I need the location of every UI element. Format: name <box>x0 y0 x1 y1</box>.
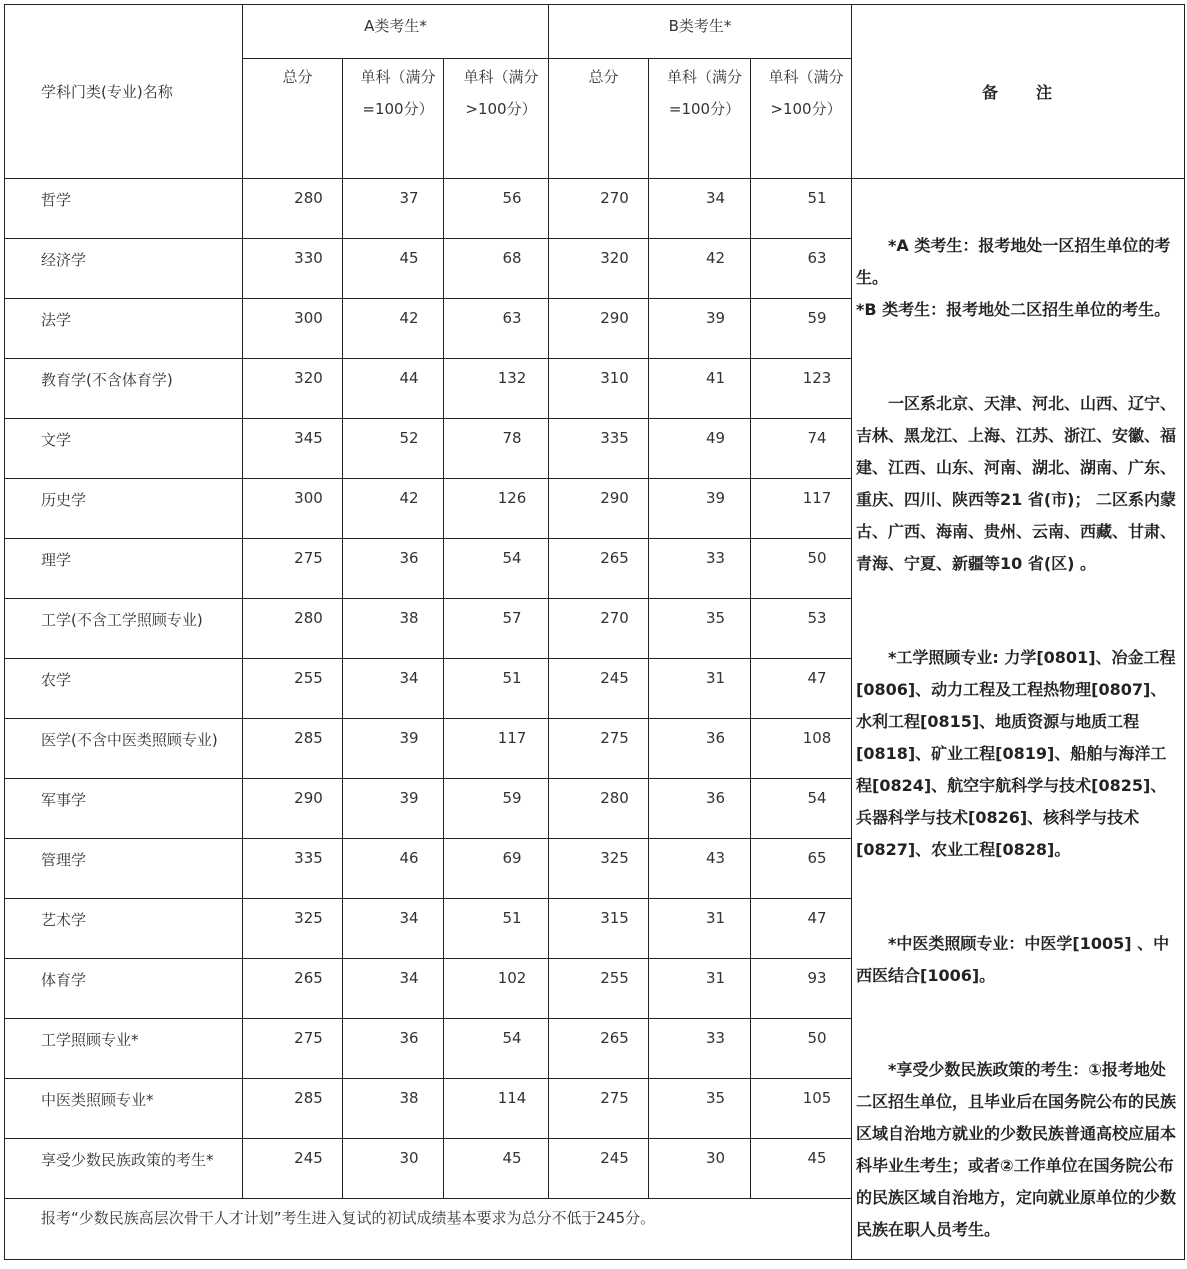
score-cell: 290 <box>243 779 343 839</box>
score-cell: 47 <box>751 899 852 959</box>
score-cell: 34 <box>649 179 751 239</box>
score-cell: 290 <box>549 479 649 539</box>
subject-name: 历史学 <box>5 479 243 539</box>
score-cell: 50 <box>751 1019 852 1079</box>
score-cell: 74 <box>751 419 852 479</box>
header-sub-col: 总分 <box>549 59 649 179</box>
score-cell: 300 <box>243 299 343 359</box>
score-cell: 34 <box>343 959 444 1019</box>
score-cell: 102 <box>444 959 549 1019</box>
score-cell: 117 <box>444 719 549 779</box>
score-cell: 30 <box>649 1139 751 1199</box>
score-cell: 39 <box>649 479 751 539</box>
subject-name: 教育学(不含体育学) <box>5 359 243 419</box>
score-cell: 33 <box>649 1019 751 1079</box>
score-table <box>4 4 1185 1260</box>
score-cell: 34 <box>343 659 444 719</box>
header-sub-col: 单科（满分 >100分） <box>444 59 549 179</box>
score-cell: 56 <box>444 179 549 239</box>
score-cell: 320 <box>243 359 343 419</box>
score-cell: 37 <box>343 179 444 239</box>
score-cell: 45 <box>444 1139 549 1199</box>
score-cell: 31 <box>649 659 751 719</box>
score-cell: 280 <box>243 179 343 239</box>
score-cell: 59 <box>444 779 549 839</box>
score-cell: 325 <box>243 899 343 959</box>
score-cell: 39 <box>343 719 444 779</box>
score-cell: 335 <box>243 839 343 899</box>
score-cell: 265 <box>243 959 343 1019</box>
score-cell: 30 <box>343 1139 444 1199</box>
score-cell: 270 <box>549 179 649 239</box>
remarks-cell <box>852 179 1185 1260</box>
score-cell: 275 <box>243 1019 343 1079</box>
score-cell: 31 <box>649 899 751 959</box>
subject-name: 工学(不含工学照顾专业) <box>5 599 243 659</box>
header-name-col: 学科门类(专业)名称 <box>5 5 243 179</box>
score-cell: 57 <box>444 599 549 659</box>
score-cell: 54 <box>751 779 852 839</box>
subject-name: 理学 <box>5 539 243 599</box>
score-cell: 39 <box>343 779 444 839</box>
subject-name: 管理学 <box>5 839 243 899</box>
remark-zones: 一区系北京、天津、河北、山西、辽宁、吉林、黑龙江、上海、江苏、浙江、安徽、福建、江西、山东、河南、湖北、湖南、广东、重庆、四川、陕西等21 省(市)； 二区系内蒙古、广西、海南、贵州、云南、西藏、甘肃、青海、宁夏、新疆等10 省(区) 。 <box>856 394 1177 573</box>
score-cell: 41 <box>649 359 751 419</box>
score-cell: 63 <box>751 239 852 299</box>
score-cell: 320 <box>549 239 649 299</box>
score-cell: 50 <box>751 539 852 599</box>
score-cell: 63 <box>444 299 549 359</box>
score-cell: 275 <box>243 539 343 599</box>
score-cell: 275 <box>549 1079 649 1139</box>
header-group-b: B类考生* <box>549 5 852 59</box>
score-cell: 114 <box>444 1079 549 1139</box>
score-cell: 42 <box>343 299 444 359</box>
score-cell: 51 <box>751 179 852 239</box>
header-group-a: A类考生* <box>243 5 549 59</box>
score-cell: 290 <box>549 299 649 359</box>
footer-note: 报考“少数民族高层次骨干人才计划”考生进入复试的初试成绩基本要求为总分不低于245分。 <box>5 1199 852 1260</box>
score-cell: 47 <box>751 659 852 719</box>
score-cell: 34 <box>343 899 444 959</box>
score-cell: 117 <box>751 479 852 539</box>
score-cell: 39 <box>649 299 751 359</box>
subject-name: 法学 <box>5 299 243 359</box>
score-cell: 315 <box>549 899 649 959</box>
score-cell: 44 <box>343 359 444 419</box>
score-cell: 280 <box>243 599 343 659</box>
header-sub-col: 单科（满分=100分） <box>649 59 751 179</box>
score-cell: 35 <box>649 599 751 659</box>
score-cell: 46 <box>343 839 444 899</box>
score-cell: 33 <box>649 539 751 599</box>
score-cell: 36 <box>343 539 444 599</box>
score-cell: 65 <box>751 839 852 899</box>
score-cell: 105 <box>751 1079 852 1139</box>
score-cell: 31 <box>649 959 751 1019</box>
score-cell: 69 <box>444 839 549 899</box>
header-sub-col: 单科（满分 >100分） <box>751 59 852 179</box>
score-cell: 36 <box>649 719 751 779</box>
subject-name: 哲学 <box>5 179 243 239</box>
score-cell: 42 <box>343 479 444 539</box>
score-cell: 330 <box>243 239 343 299</box>
score-cell: 126 <box>444 479 549 539</box>
score-cell: 36 <box>343 1019 444 1079</box>
subject-name: 医学(不含中医类照顾专业) <box>5 719 243 779</box>
score-cell: 45 <box>751 1139 852 1199</box>
subject-name: 农学 <box>5 659 243 719</box>
remark-tcm: *中医类照顾专业：中医学[1005] 、中西医结合[1006]。 <box>856 934 1170 985</box>
subject-name: 军事学 <box>5 779 243 839</box>
score-cell: 255 <box>549 959 649 1019</box>
score-cell: 51 <box>444 659 549 719</box>
score-cell: 123 <box>751 359 852 419</box>
score-cell: 245 <box>243 1139 343 1199</box>
header-remarks: 备 注 <box>852 5 1185 179</box>
remark-minority: *享受少数民族政策的考生：①报考地处二区招生单位，且毕业后在国务院公布的民族区域自治地方就业的少数民族普通高校应届本科毕业生考生；或者②工作单位在国务院公布的民族区域自治地方，定向就业原单位的少数民族在职人员考生。 <box>856 1060 1177 1239</box>
score-cell: 285 <box>243 1079 343 1139</box>
subject-name: 艺术学 <box>5 899 243 959</box>
score-cell: 68 <box>444 239 549 299</box>
score-cell: 45 <box>343 239 444 299</box>
remark-engineering: *工学照顾专业: 力学[0801]、冶金工程[0806]、动力工程及工程热物理[0807]、水利工程[0815]、地质资源与地质工程[0818]、矿业工程[0819]、船舶与海洋工程[0824]、航空宇航科学与技术[0825]、兵器科学与技术[0826]、核科学与技术[0827]、农业工程[0828]。 <box>856 648 1176 859</box>
score-cell: 265 <box>549 539 649 599</box>
score-cell: 38 <box>343 599 444 659</box>
header-sub-col: 单科（满分=100分） <box>343 59 444 179</box>
table-row <box>5 179 1185 239</box>
subject-name: 文学 <box>5 419 243 479</box>
subject-name: 工学照顾专业* <box>5 1019 243 1079</box>
subject-name: 享受少数民族政策的考生* <box>5 1139 243 1199</box>
remark-b-type: *B 类考生：报考地处二区招生单位的考生。 <box>856 300 1171 319</box>
subject-name: 中医类照顾专业* <box>5 1079 243 1139</box>
score-cell: 54 <box>444 539 549 599</box>
score-cell: 275 <box>549 719 649 779</box>
subject-name: 经济学 <box>5 239 243 299</box>
score-cell: 265 <box>549 1019 649 1079</box>
score-cell: 270 <box>549 599 649 659</box>
subject-name: 体育学 <box>5 959 243 1019</box>
header-sub-col: 总分 <box>243 59 343 179</box>
score-cell: 280 <box>549 779 649 839</box>
score-cell: 51 <box>444 899 549 959</box>
score-cell: 43 <box>649 839 751 899</box>
score-cell: 42 <box>649 239 751 299</box>
score-cell: 285 <box>243 719 343 779</box>
score-cell: 53 <box>751 599 852 659</box>
score-cell: 310 <box>549 359 649 419</box>
score-cell: 132 <box>444 359 549 419</box>
score-cell: 35 <box>649 1079 751 1139</box>
score-cell: 54 <box>444 1019 549 1079</box>
score-cell: 38 <box>343 1079 444 1139</box>
score-cell: 78 <box>444 419 549 479</box>
score-cell: 335 <box>549 419 649 479</box>
score-cell: 49 <box>649 419 751 479</box>
score-cell: 345 <box>243 419 343 479</box>
score-cell: 300 <box>243 479 343 539</box>
score-cell: 108 <box>751 719 852 779</box>
score-cell: 59 <box>751 299 852 359</box>
remark-a-type: *A 类考生：报考地处一区招生单位的考生。 <box>856 236 1171 287</box>
score-cell: 255 <box>243 659 343 719</box>
score-cell: 36 <box>649 779 751 839</box>
score-cell: 245 <box>549 1139 649 1199</box>
score-cell: 245 <box>549 659 649 719</box>
score-cell: 325 <box>549 839 649 899</box>
score-cell: 93 <box>751 959 852 1019</box>
score-cell: 52 <box>343 419 444 479</box>
